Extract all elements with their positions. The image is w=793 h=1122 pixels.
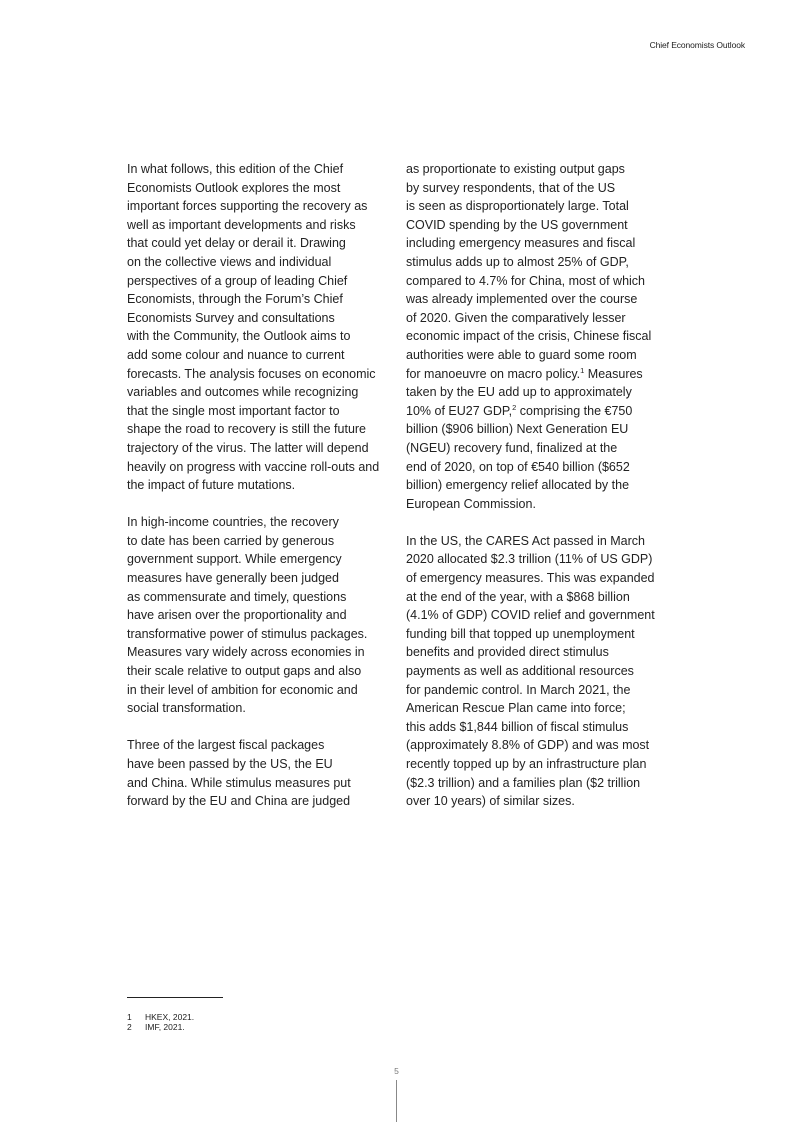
text-line: 10% of EU27 GDP,$^2$ comprising the €750 — [406, 402, 633, 418]
text-line: In the US, the CARES Act passed in March — [406, 533, 646, 548]
text-line: benefits and provided direct stimulus — [406, 645, 609, 660]
text-line: forecasts. The analysis focuses on economic — [127, 366, 376, 381]
footnote-item — [127, 1012, 194, 1022]
text-line: perspectives of a group of leading Chief — [127, 273, 348, 288]
text-line: on the collective views and individual — [127, 254, 332, 269]
text-line: the impact of future mutations. — [127, 478, 296, 493]
text-line: compared to 4.7% for China, most of which — [406, 273, 646, 288]
text-line: measures have generally been judged — [127, 571, 339, 586]
footnote-divider — [127, 997, 223, 998]
text-line: authorities were able to guard some room — [406, 347, 637, 362]
paragraph — [127, 513, 389, 718]
text-line: add some colour and nuance to current — [127, 347, 345, 362]
text-line: of emergency measures. This was expanded — [406, 571, 655, 586]
text-line: Three of the largest fiscal packages — [127, 738, 325, 753]
footnote-ref-2[interactable]: 2 — [512, 402, 517, 412]
left-column — [127, 160, 389, 829]
text-line: Economists Survey and consultations — [127, 310, 335, 325]
text-line: Economists Outlook explores the most — [127, 180, 341, 195]
text-line: In what follows, this edition of the Chief — [127, 162, 344, 176]
footnotes — [127, 1012, 194, 1032]
text-line: in their level of ambition for economic and — [127, 682, 358, 697]
running-header: Chief Economists Outlook — [649, 40, 745, 50]
text-line: European Commission. — [406, 496, 536, 511]
text-line: heavily on progress with vaccine roll-outs and — [127, 459, 380, 474]
text-line: and China. While stimulus measures put — [127, 775, 351, 790]
text-line: well as important developments and risks — [127, 217, 356, 232]
text-line: with the Community, the Outlook aims to — [127, 329, 351, 344]
text-line: forward by the EU and China are judged — [127, 794, 351, 809]
text-line: COVID spending by the US government — [406, 217, 628, 232]
text-line: was already implemented over the course — [406, 292, 638, 307]
text-line: payments as well as additional resources — [406, 664, 634, 679]
text-line: government support. While emergency — [127, 552, 342, 567]
paragraph — [127, 160, 389, 495]
right-column — [406, 160, 668, 829]
text-line: for manoeuvre on macro policy.$^1$ Measures — [406, 365, 643, 381]
text-line: have arisen over the proportionality and — [127, 608, 347, 623]
paragraph — [127, 736, 389, 810]
text-line: trajectory of the virus. The latter will depend — [127, 440, 369, 455]
text-line: billion ($906 billion) Next Generation EU — [406, 422, 629, 437]
text-line: shape the road to recovery is still the future — [127, 422, 367, 437]
text-line: as commensurate and timely, questions — [127, 589, 347, 604]
text-line: Measures vary widely across economies in — [127, 645, 365, 660]
text-line: including emergency measures and fiscal — [406, 236, 636, 251]
footnote-item — [127, 1022, 194, 1032]
paragraph — [406, 532, 668, 811]
text-line: to date has been carried by generous — [127, 533, 335, 548]
text-line: this adds $1,844 billion of fiscal stimulus — [406, 719, 629, 734]
footnote-number: 2 — [127, 1022, 132, 1032]
text-line: over 10 years) of similar sizes. — [406, 794, 575, 809]
text-line: American Rescue Plan came into force; — [406, 701, 626, 716]
footnote-ref-1[interactable]: 1 — [580, 365, 585, 375]
text-line: at the end of the year, with a $868 billion — [406, 589, 630, 604]
text-line: as proportionate to existing output gaps — [406, 162, 625, 176]
text-line: stimulus adds up to almost 25% of GDP, — [406, 254, 629, 269]
footnote-number: 1 — [127, 1012, 132, 1022]
text-line: social transformation. — [127, 701, 246, 716]
text-line: that could yet delay or derail it. Drawing — [127, 236, 346, 251]
text-line: for pandemic control. In March 2021, the — [406, 682, 631, 697]
text-line: recently topped up by an infrastructure plan — [406, 757, 647, 771]
text-line: billion) emergency relief allocated by the — [406, 478, 630, 493]
footnote-text: IMF, 2021. — [145, 1022, 185, 1032]
text-line: (approximately 8.8% of GDP) and was most — [406, 738, 650, 753]
text-line: transformative power of stimulus packages. — [127, 626, 368, 641]
text-line: economic impact of the crisis, Chinese fiscal — [406, 329, 652, 344]
text-line: have been passed by the US, the EU — [127, 757, 333, 771]
text-line: by survey respondents, that of the US — [406, 180, 616, 195]
text-line: Economists, through the Forum’s Chief — [127, 292, 343, 307]
text-line: funding bill that topped up unemployment — [406, 626, 635, 641]
text-line: end of 2020, on top of €540 billion ($652 — [406, 459, 630, 474]
text-line: that the single most important factor to — [127, 403, 340, 418]
text-line: (NGEU) recovery fund, finalized at the — [406, 440, 618, 455]
text-line: important forces supporting the recovery as — [127, 199, 368, 214]
text-line: is seen as disproportionately large. Total — [406, 199, 629, 214]
paragraph — [406, 160, 668, 513]
text-line: of 2020. Given the comparatively lesser — [406, 310, 626, 325]
text-line: ($2.3 trillion) and a families plan ($2 trillion — [406, 775, 641, 790]
text-line: (4.1% of GDP) COVID relief and government — [406, 608, 655, 623]
page-number: 5 — [394, 1066, 399, 1076]
text-line: their scale relative to output gaps and also — [127, 664, 362, 679]
text-line: taken by the EU add up to approximately — [406, 385, 632, 400]
text-line: 2020 allocated $2.3 trillion (11% of US GDP) — [406, 552, 653, 567]
footnote-text: HKEX, 2021. — [145, 1012, 195, 1022]
text-line: variables and outcomes while recognizing — [127, 385, 359, 400]
page-number-rule — [396, 1080, 397, 1122]
text-line: In high-income countries, the recovery — [127, 515, 339, 530]
